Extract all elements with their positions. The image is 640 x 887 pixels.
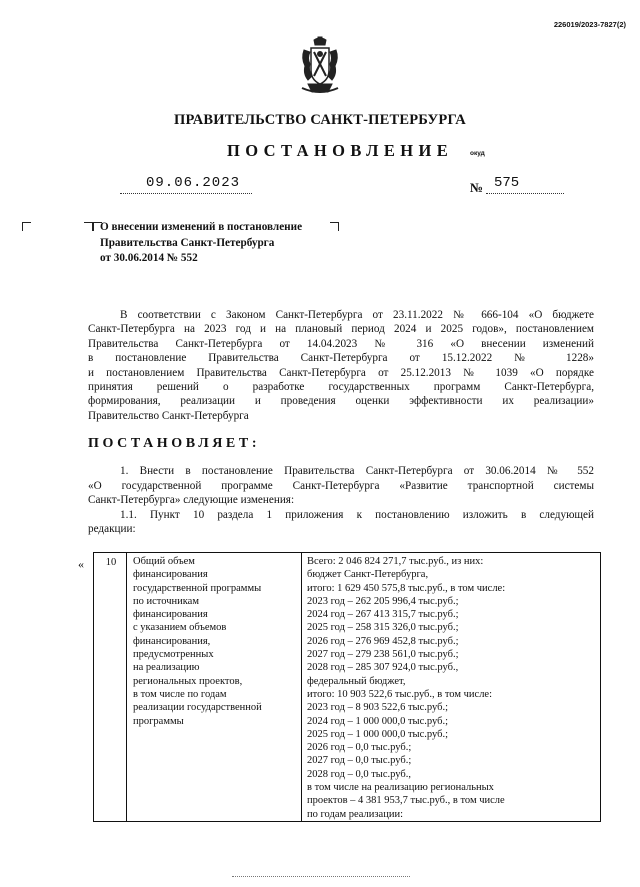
subject-line: О внесении изменений в постановление xyxy=(100,221,303,233)
value-line: 2025 год – 1 000 000,0 тыс.руб.; xyxy=(307,728,448,740)
value-line: по годам реализации: xyxy=(307,808,403,820)
description-line: с указанием объемов xyxy=(133,622,227,634)
subject-line: Правительства Санкт-Петербурга xyxy=(100,236,275,249)
preamble-paragraph xyxy=(88,308,594,423)
corner-mark-subject-end xyxy=(330,222,339,231)
preamble-line: в постановление Правительства Санкт-Петербурга от 15.12.2022 № 1228» xyxy=(88,352,594,365)
registration-number: 226019/2023-7827(2) xyxy=(553,20,626,29)
number-underline xyxy=(486,193,564,194)
values-cell xyxy=(302,553,601,822)
value-line: 2027 год – 0,0 тыс.руб.; xyxy=(307,755,412,767)
value-line: бюджет Санкт-Петербурга, xyxy=(307,569,429,581)
value-line: проектов – 4 381 953,7 тыс.руб., в том числе xyxy=(307,795,505,807)
item-1-paragraph xyxy=(88,464,594,537)
government-title: ПРАВИТЕЛЬСТВО САНКТ-ПЕТЕРБУРГА xyxy=(174,112,466,128)
preamble-line: и постановлением Правительства Санкт-Петербурга от 25.12.2013 № 1039 «О порядке xyxy=(88,366,594,379)
item-1-1-line: 1.1. Пункт 10 раздела 1 приложения к постановлению изложить в следующей xyxy=(120,508,594,521)
item-1-line: «О государственной программе Санкт-Петербурга «Развитие транспортной системы xyxy=(88,479,594,492)
description-line: в том числе по годам xyxy=(133,688,227,700)
value-line: 2026 год – 0,0 тыс.руб.; xyxy=(307,742,412,754)
description-line: финансирования xyxy=(133,609,208,621)
number-label: № xyxy=(470,180,484,195)
row-number-cell: 10 xyxy=(94,553,127,822)
value-line: 2028 год – 285 307 924,0 тыс.руб., xyxy=(307,662,459,674)
description-line: государственной программы xyxy=(133,582,262,594)
coat-of-arms-icon xyxy=(298,36,342,96)
value-line: 2026 год – 276 969 452,8 тыс.руб.; xyxy=(307,635,459,647)
description-line: региональных проектов, xyxy=(133,675,243,687)
item-1-1-line: редакции: xyxy=(88,523,136,536)
document-date: 09.06.2023 xyxy=(146,175,241,191)
value-line: 2024 год – 1 000 000,0 тыс.руб.; xyxy=(307,715,448,727)
value-line: 2024 год – 267 413 315,7 тыс.руб.; xyxy=(307,609,459,621)
item-1-line: 1. Внести в постановление Правительства Санкт-Петербурга от 30.06.2014 № 552 xyxy=(120,465,594,477)
value-line: 2028 год – 0,0 тыс.руб., xyxy=(307,768,411,780)
okud-label: окуд xyxy=(470,150,485,157)
description-line: программы xyxy=(133,715,184,727)
preamble-line: формирования, реализации и проведения оценки эффективности их реализации» xyxy=(88,395,594,408)
document-number: 575 xyxy=(494,175,520,191)
value-line: Всего: 2 046 824 271,7 тыс.руб., из них: xyxy=(307,556,484,567)
preamble-line: Правительство Санкт-Петербурга xyxy=(88,409,249,422)
value-line: итого: 10 903 522,6 тыс.руб., в том числе: xyxy=(307,688,493,700)
value-line: 2027 год – 279 238 561,0 тыс.руб.; xyxy=(307,649,459,661)
description-line: предусмотренных xyxy=(133,649,214,661)
description-line: по источникам xyxy=(133,595,199,607)
document-subject xyxy=(100,220,302,267)
document-type-title: ПОСТАНОВЛЕНИЕ xyxy=(227,141,454,160)
corner-mark-subject-left xyxy=(84,222,93,231)
description-line: Общий объем xyxy=(133,556,195,567)
value-line: 2025 год – 258 315 326,0 тыс.руб.; xyxy=(307,622,459,634)
value-line: в том числе на реализацию региональных xyxy=(307,782,494,794)
opening-quote-mark: « xyxy=(78,557,84,571)
preamble-line: принятия решений о разработке государственных программ Санкт-Петербурга, xyxy=(88,380,594,393)
description-line: финансирования xyxy=(133,569,208,581)
value-line: 2023 год – 262 205 996,4 тыс.руб.; xyxy=(307,595,459,607)
preamble-line: В соответствии с Законом Санкт-Петербурга от 23.11.2022 № 666-104 «О бюджете xyxy=(120,309,594,321)
value-line: федеральный бюджет, xyxy=(307,675,406,687)
preamble-line: Правительства Санкт-Петербурга от 14.04.2023 № 316 «О внесении изменений xyxy=(88,337,594,350)
description-line: реализации государственной xyxy=(133,702,262,714)
description-line: на реализацию xyxy=(133,662,200,674)
table-row xyxy=(94,553,601,822)
item-1-line: Санкт-Петербурга» следующие изменения: xyxy=(88,494,295,507)
funding-table xyxy=(93,552,601,822)
subject-line: от 30.06.2014 № 552 xyxy=(100,252,198,264)
description-cell xyxy=(127,553,302,822)
date-underline xyxy=(120,193,252,194)
scan-artifact-line xyxy=(232,876,410,877)
value-line: итого: 1 629 450 575,8 тыс.руб., в том числе: xyxy=(307,582,506,594)
description-line: финансирования, xyxy=(133,635,211,647)
value-line: 2023 год – 8 903 522,6 тыс.руб.; xyxy=(307,702,448,714)
preamble-line: Санкт-Петербурга на 2023 год и на плановый период 2024 и 2025 годов», постановлением xyxy=(88,323,594,336)
corner-mark-left xyxy=(22,222,31,231)
resolves-heading: ПОСТАНОВЛЯЕТ: xyxy=(88,436,261,451)
